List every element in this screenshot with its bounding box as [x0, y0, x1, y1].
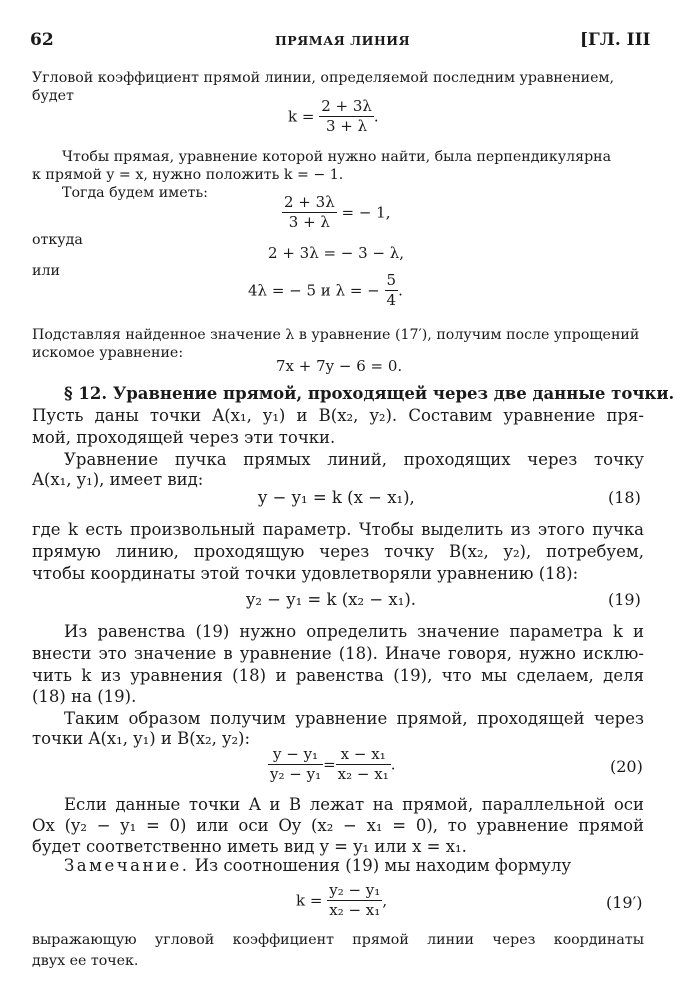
- equation-tail: ,: [382, 891, 388, 910]
- remark-label: Замечание.: [64, 856, 190, 875]
- paragraph-line: внести это значение в уравнение (18). Иначе говоря, нужно исклю-: [32, 644, 644, 663]
- denominator: 3 + λ: [288, 213, 330, 231]
- numerator: y₂ − y₁: [329, 881, 381, 899]
- word-ili: или: [32, 263, 60, 279]
- paragraph-line: Ox (y₂ − y₁ = 0) или оси Oy (x₂ − x₁ = 0), то уравнение прямой: [32, 816, 644, 835]
- fraction: [282, 194, 337, 231]
- denominator: 4: [386, 291, 397, 309]
- paragraph-line: будет: [32, 88, 74, 104]
- numerator: 2 + 3λ: [321, 97, 372, 115]
- paragraph-line: к прямой y = x, нужно положить k = − 1.: [32, 167, 344, 183]
- equation-number-19: (19): [608, 590, 641, 609]
- denominator: x₂ − x₁: [337, 765, 389, 783]
- chapter-marker: [ГЛ. III: [580, 30, 651, 50]
- running-title: ПРЯМАЯ ЛИНИЯ: [275, 33, 411, 48]
- paragraph-line: Если данные точки A и B лежат на прямой, параллельной оси: [64, 795, 644, 814]
- equation-left: 4λ = − 5 и λ = −: [248, 281, 380, 300]
- equation-tail: .: [373, 107, 379, 126]
- equation-lhs: k =: [288, 107, 315, 126]
- equals-sign: =: [323, 755, 336, 774]
- paragraph-line: точки A(x₁, y₁) и B(x₂, y₂):: [32, 729, 251, 748]
- section-heading: § 12. Уравнение прямой, проходящей через две данные точки.: [64, 384, 675, 403]
- denominator: y₂ − y₁: [270, 765, 322, 783]
- equation-19: y₂ − y₁ = k (x₂ − x₁).: [246, 590, 417, 609]
- paragraph-line: чтобы координаты этой точки удовлетворяли уравнению (18):: [32, 564, 579, 583]
- paragraph-line: выражающую угловой коэффициент прямой линии через координаты: [32, 932, 644, 948]
- page-number: 62: [30, 30, 54, 50]
- equation-tail: .: [398, 281, 403, 300]
- denominator: x₂ − x₁: [329, 901, 381, 919]
- paragraph-line: A(x₁, y₁), имеет вид:: [32, 470, 204, 489]
- equation-number-18: (18): [608, 488, 641, 507]
- paragraph-line: где k есть произвольный параметр. Чтобы выделить из этого пучка: [32, 520, 644, 539]
- remark-text: Из соотношения (19) мы находим формулу: [189, 856, 572, 875]
- paragraph-line: Тогда будем иметь:: [62, 185, 208, 201]
- paragraph-line: Чтобы прямая, уравнение которой нужно найти, была перпендикулярна: [62, 149, 612, 165]
- numerator: 5: [386, 271, 397, 289]
- paragraph-line: будет соответственно иметь вид y = y₁ или x = x₁.: [32, 837, 467, 856]
- paragraph-line: Таким образом получим уравнение прямой, проходящей через: [64, 709, 644, 728]
- paragraph-line: Угловой коэффициент прямой линии, определяемой последним уравнением,: [32, 70, 615, 86]
- equation-perpendicular: [282, 194, 390, 231]
- equation-rhs: = − 1,: [341, 203, 391, 222]
- paragraph-line: чить k из уравнения (18) и равенства (19), что мы сделаем, деля: [32, 666, 644, 685]
- paragraph-line: Уравнение пучка прямых линий, проходящих через точку: [64, 450, 644, 469]
- equation-18: y − y₁ = k (x − x₁),: [258, 488, 415, 507]
- paragraph-line: искомое уравнение:: [32, 345, 184, 361]
- numerator: 2 + 3λ: [284, 193, 335, 211]
- equation-lambda-value: [248, 272, 403, 309]
- paragraph-line: двух ее точек.: [32, 953, 139, 969]
- paragraph-line: Подставляя найденное значение λ в уравнение (17′), получим после упрощений: [32, 327, 640, 343]
- remark-line: [64, 855, 571, 876]
- paragraph-line: (18) на (19).: [32, 687, 137, 706]
- equation-result: 7x + 7y − 6 = 0.: [276, 357, 403, 375]
- equation-lambda-linear: 2 + 3λ = − 3 − λ,: [268, 244, 405, 262]
- equation-19-prime: [296, 882, 387, 919]
- equation-number-20: (20): [610, 757, 643, 776]
- fraction: [268, 746, 323, 783]
- paragraph-line: Из равенства (19) нужно определить значение параметра k и: [64, 622, 644, 641]
- equation-lhs: k =: [296, 891, 323, 910]
- paragraph-line: Пусть даны точки A(x₁, y₁) и B(x₂, y₂). Составим уравнение пря-: [32, 406, 644, 425]
- numerator: y − y₁: [268, 746, 323, 765]
- equation-k-lambda: [288, 98, 379, 135]
- equation-number-19-prime: (19′): [606, 893, 643, 912]
- equation-tail: .: [390, 755, 396, 774]
- fraction: [385, 272, 399, 309]
- denominator: 3 + λ: [325, 117, 368, 135]
- fraction: [336, 746, 391, 783]
- paragraph-line: мой, проходящей через эти точки.: [32, 428, 336, 447]
- numerator: x − x₁: [336, 746, 391, 765]
- word-otkuda: откуда: [32, 232, 83, 248]
- paragraph-line: прямую линию, проходящую через точку B(x₂, y₂), потребуем,: [32, 542, 644, 561]
- fraction: [327, 882, 382, 919]
- fraction: [319, 98, 374, 135]
- equation-20: [268, 746, 396, 783]
